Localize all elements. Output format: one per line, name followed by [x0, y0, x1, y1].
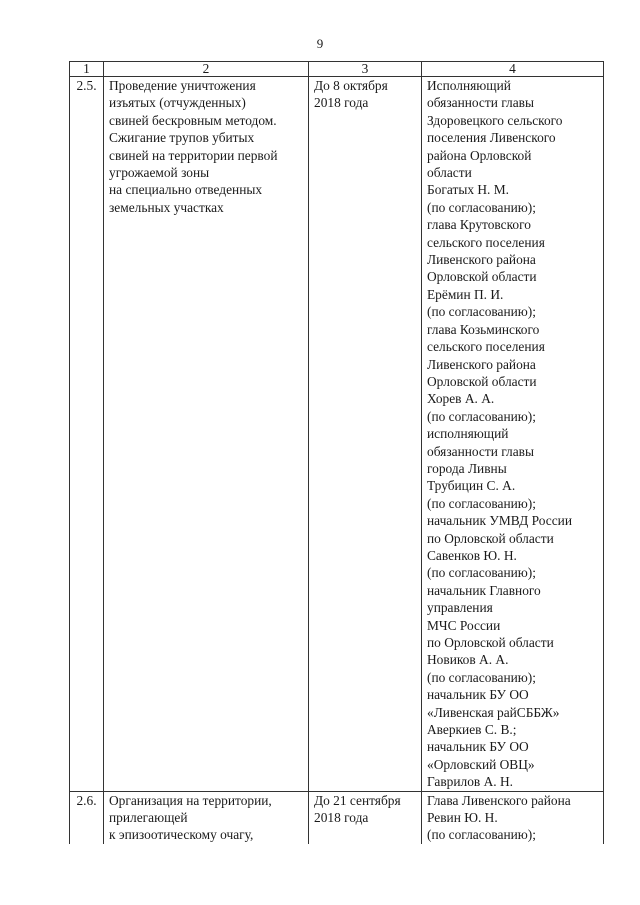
cell-line: Организация на территории, [109, 792, 272, 808]
cell-line: Глава Ливенского района [427, 792, 571, 808]
cell-line: (по согласованию); [427, 669, 536, 685]
row-number: 2.5. [70, 77, 104, 792]
cell-line: Трубицин С. А. [427, 478, 516, 494]
cell-line: поселения Ливенского [427, 130, 556, 146]
cell-line: (по согласованию); [427, 565, 536, 581]
cell-line: к эпизоотическому очагу, [109, 827, 254, 843]
column-header-3: 3 [309, 62, 422, 77]
cell-line: Орловской области [427, 269, 537, 285]
cell-line: Ливенского района [427, 356, 536, 372]
cell-line: глава Козьминского [427, 321, 540, 337]
cell-line: Сжигание трупов убитых [109, 130, 255, 146]
cell-line: по Орловской области [427, 635, 554, 650]
cell-line: города Ливны [427, 460, 507, 476]
row-number: 2.6. [70, 791, 104, 844]
cell-line: изъятых (отчужденных) [109, 95, 246, 111]
table-header-row [70, 62, 604, 77]
cell-line: 2018 года [314, 95, 369, 111]
cell-line: начальник БУ ОО [427, 739, 529, 755]
cell-line: Ерёмин П. И. [427, 286, 504, 302]
column-header-2: 2 [104, 62, 309, 77]
cell-line: (по согласованию); [427, 304, 536, 320]
responsible-cell [422, 77, 604, 792]
table-row [70, 791, 604, 844]
cell-line: Аверкиев С. В.; [427, 722, 517, 738]
cell-line: области [427, 165, 472, 181]
cell-line: начальник БУ ОО [427, 687, 529, 703]
deadline-cell [309, 77, 422, 792]
cell-line: Исполняющий [427, 78, 511, 93]
action-cell [104, 791, 309, 844]
cell-line: сельского поселения [427, 339, 545, 355]
cell-line: (по согласованию); [427, 199, 536, 215]
cell-line: Проведение уничтожения [109, 78, 256, 93]
cell-line: Хорев А. А. [427, 391, 495, 407]
cell-line: прилегающей [109, 810, 188, 826]
cell-line: земельных участках [109, 199, 224, 215]
cell-line: «Ливенская райСББЖ» [427, 704, 560, 720]
cell-line: глава Крутовского [427, 217, 531, 233]
cell-line: МЧС России [427, 617, 501, 633]
cell-line: (по согласованию); [427, 495, 536, 511]
cell-line: (по согласованию); [427, 408, 536, 424]
table-row [70, 77, 604, 792]
cell-line: угрожаемой зоны [109, 165, 210, 181]
cell-line: начальник Главного [427, 582, 541, 598]
cell-line: Гаврилов А. Н. [427, 774, 513, 790]
document-table [69, 61, 604, 844]
cell-line: Савенков Ю. Н. [427, 547, 517, 563]
cell-line: Ревин Ю. Н. [427, 810, 498, 826]
column-header-1: 1 [70, 62, 104, 77]
cell-line: Новиков А. А. [427, 652, 509, 668]
cell-line: района Орловской [427, 147, 532, 163]
page-number: 9 [316, 36, 324, 51]
responsible-cell [422, 791, 604, 844]
cell-line: по Орловской области [427, 530, 554, 546]
cell-line: До 8 октября [314, 78, 388, 93]
cell-line: 2018 года [314, 810, 369, 826]
cell-line: сельского поселения [427, 234, 545, 250]
cell-line: исполняющий [427, 426, 509, 442]
cell-line: «Орловский ОВЦ» [427, 756, 535, 772]
cell-line: Ливенского района [427, 252, 536, 268]
cell-line: начальник УМВД России [427, 513, 572, 529]
cell-line: свиней бескровным методом. [109, 112, 277, 128]
cell-line: обязанности главы [427, 443, 534, 459]
cell-line: Богатых Н. М. [427, 182, 509, 198]
cell-line: (по согласованию); [427, 827, 536, 843]
action-cell [104, 77, 309, 792]
cell-line: свиней на территории первой [109, 147, 278, 163]
cell-line: обязанности главы [427, 95, 534, 111]
cell-line: До 21 сентября [314, 792, 401, 808]
cell-line: управления [427, 600, 493, 616]
cell-line: Здоровецкого сельского [427, 112, 563, 128]
cell-line: Орловской области [427, 373, 537, 389]
column-header-4: 4 [422, 62, 604, 77]
deadline-cell [309, 791, 422, 844]
cell-line: на специально отведенных [109, 182, 263, 198]
